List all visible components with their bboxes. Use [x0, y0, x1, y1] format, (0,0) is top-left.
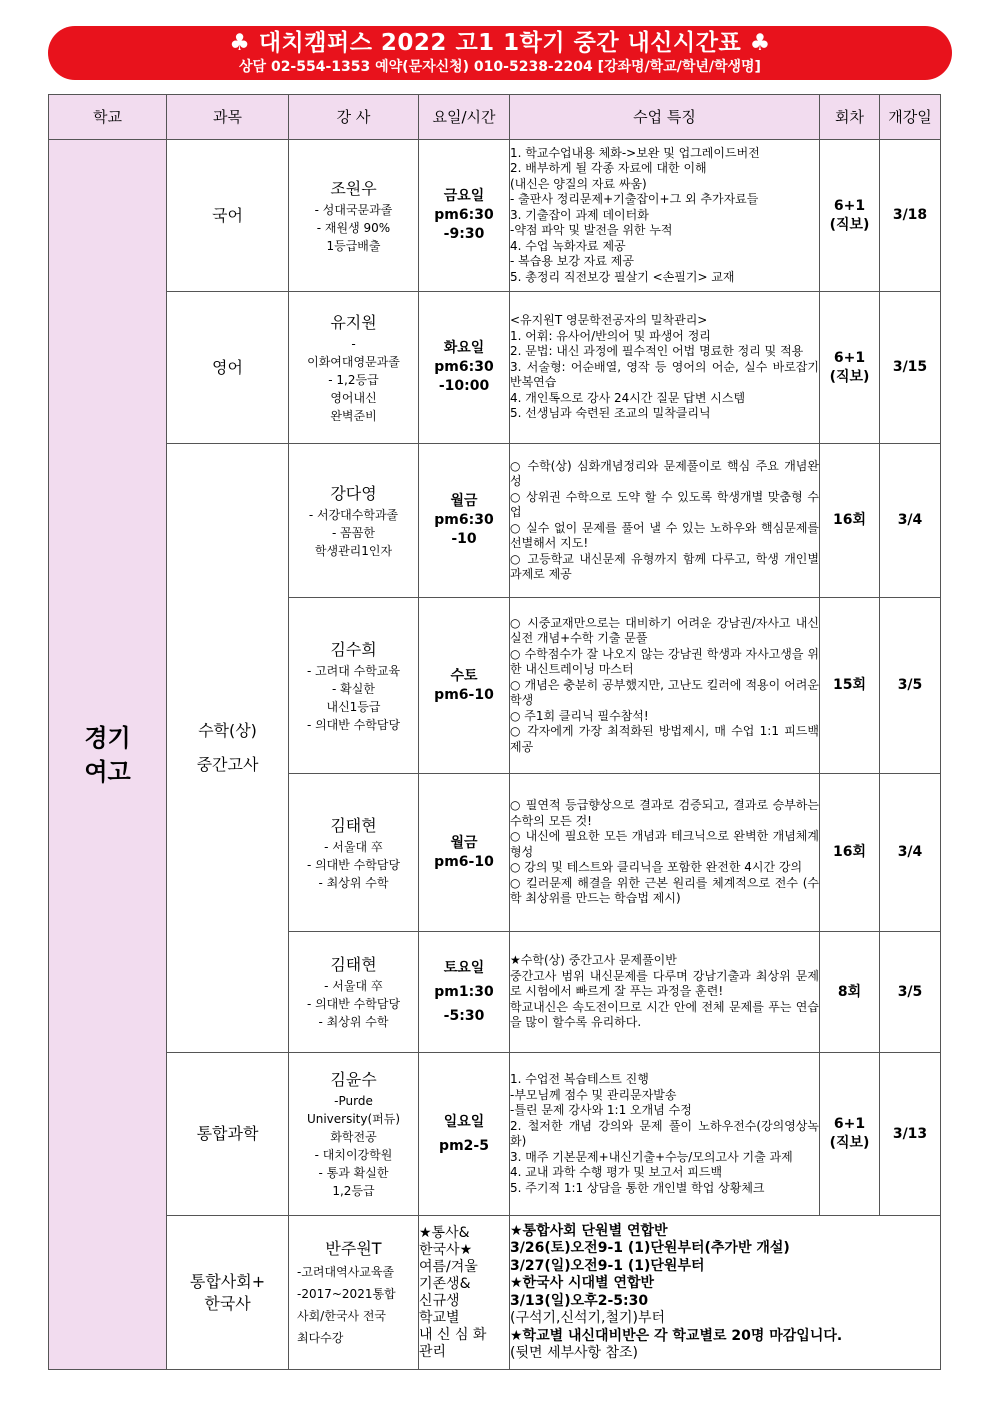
feature-line: ★수학(상) 중간고사 문제풀이반 [510, 953, 677, 968]
teacher-info: 이화여대영문과졸 [307, 354, 400, 369]
time-cell: 화요일 pm6:30 -10:00 [419, 292, 510, 444]
teacher-info: 학생관리1인자 [314, 543, 393, 558]
time-cell: 금요일 pm6:30 -9:30 [419, 140, 510, 292]
open-date-cell: 3/18 [880, 140, 941, 292]
open-date-cell: 3/13 [880, 1053, 941, 1216]
feature-line: 1. 어휘: 유사어/반의어 및 파생어 정리 [510, 328, 711, 343]
feature-line: 5. 주기적 1:1 상담을 통한 개인별 학업 상황체크 [510, 1180, 765, 1195]
schedule-table [48, 94, 941, 1370]
subject-cell: 국어 [167, 140, 289, 292]
time-cell: ★통사& 한국사★ 여름/겨울 기존생& 신규생 학교별 내 신 심 화 관리 [419, 1216, 510, 1370]
feature-line: 3. 매주 기본문제+내신기출+수능/모의고사 기출 과제 [510, 1149, 793, 1164]
features-cell [510, 1053, 820, 1216]
feature-line: 2. 문법: 내신 과정에 필수적인 어법 명료한 정리 및 적용 [510, 344, 804, 359]
sessions-cell: 6+1 (직보) [820, 292, 880, 444]
teacher-info: - 대치이강학원 [314, 1148, 393, 1162]
teacher-info: - 1,2등급 [328, 372, 379, 387]
feature-line: 3/26(토)오전9-1 (1)단원부터(추가반 개설) [510, 1240, 790, 1256]
features-cell [510, 774, 820, 932]
teacher-cell [289, 292, 419, 444]
teacher-info: 영어내신 [330, 390, 377, 405]
open-date-cell: 3/4 [880, 444, 941, 598]
features-cell [510, 932, 820, 1053]
teacher-info: 내신1등급 [326, 699, 381, 714]
teacher-info: 1,2등급 [332, 1184, 375, 1198]
feature-line: ○ 고등학교 내신문제 유형까지 함께 다루고, 학생 개인별 과제로 제공 [510, 551, 819, 581]
teacher-info: 1등급배출 [326, 238, 381, 253]
teacher-name: 조원우 [330, 178, 377, 198]
feature-line: ★통합사회 단원별 연합반 [510, 1222, 668, 1239]
feature-line: ○ 수학(상) 심화개념정리와 문제풀이로 핵심 주요 개념완성 [510, 458, 819, 488]
teacher-info: 완벽준비 [330, 408, 377, 423]
feature-line: ○ 킬러문제 해결을 위한 근본 원리를 체계적으로 전수 (수학 최상위를 만드는 학습법 제시) [510, 875, 819, 906]
feature-line: 3/27(일)오전9-1 (1)단원부터 [510, 1257, 705, 1274]
sessions-cell: 16회 [820, 444, 880, 598]
teacher-info: 화학전공 [330, 1130, 377, 1144]
teacher-info: - 의대반 수학담당 [306, 997, 401, 1011]
feature-line: 3. 기출잡이 과제 데이터화 [510, 207, 649, 222]
teacher-info: 사회/한국사 전국 [297, 1308, 387, 1323]
page-title: ♣ 대치캠퍼스 2022 고1 1학기 중간 내신시간표 ♣ [229, 30, 771, 56]
feature-line: ○ 주1회 클리닉 필수참석! [510, 708, 649, 723]
feature-line: 중간고사 범위 내신문제를 다루며 강남기출과 최상위 문제로 시험에서 빠르게 잘 푸는 과정을 훈련! [510, 968, 819, 999]
table-row [49, 292, 941, 444]
feature-line: 5. 선생님과 숙련된 조교의 밀착클리닉 [510, 406, 711, 421]
feature-line: 3/13(일)오후2-5:30 [510, 1292, 649, 1309]
teacher-info: - 서울대 卒 [324, 839, 383, 854]
teacher-info: - 의대반 수학담당 [306, 857, 401, 872]
feature-line: 1. 학교수업내용 체화->보완 및 업그레이드버전 [510, 145, 760, 160]
feature-line: 4. 개인톡으로 강사 24시간 질문 답변 시스템 [510, 390, 746, 405]
feature-line: 5. 총정리 직전보강 필살기 <손필기> 교재 [510, 269, 735, 284]
teacher-cell [289, 598, 419, 774]
feature-line: 3. 서술형: 어순배열, 영작 등 영어의 어순, 실수 바로잡기 반복연습 [510, 359, 819, 390]
feature-line: 2. 철저한 개념 강의와 문제 풀이 노하우전수(강의영상녹화) [510, 1118, 819, 1148]
feature-line: ○ 강의 및 테스트와 클리닉을 포함한 완전한 4시간 강의 [510, 860, 803, 875]
subject-cell: 통합사회+ 한국사 [167, 1216, 289, 1370]
teacher-cell [289, 932, 419, 1053]
teacher-info: - [351, 336, 356, 351]
feature-line: ○ 필연적 등급향상으로 결과로 검증되고, 결과로 승부하는 수학의 모든 것! [510, 798, 819, 828]
features-cell [510, 444, 820, 598]
feature-line: ★한국사 시대별 연합반 [510, 1275, 655, 1291]
table-row [49, 1216, 941, 1370]
teacher-info: - 서강대수학과졸 [308, 507, 399, 522]
subject-cell: 통합과학 [167, 1053, 289, 1216]
sessions-cell: 8회 [820, 932, 880, 1053]
school-cell: 경기 여고 [49, 140, 167, 1370]
time-cell: 일요일 pm2-5 [419, 1053, 510, 1216]
feature-line: 2. 배부하게 될 각종 자료에 대한 이해 [510, 161, 707, 176]
feature-line: - 복습용 보강 자료 제공 [510, 254, 634, 269]
sessions-cell: 15회 [820, 598, 880, 774]
header-school: 학교 [49, 95, 167, 140]
teacher-info: -고려대역사교육졸 [297, 1264, 395, 1279]
feature-line: -부모님께 점수 및 관리문자발송 [510, 1087, 677, 1102]
sessions-cell: 16회 [820, 774, 880, 932]
teacher-name: 강다영 [330, 483, 377, 503]
header-time: 요일/시간 [419, 95, 510, 140]
teacher-cell [289, 444, 419, 598]
teacher-name: 유지원 [330, 312, 377, 332]
teacher-info: - 최상위 수학 [318, 875, 389, 890]
feature-line: 1. 수업전 복습테스트 진행 [510, 1072, 649, 1086]
feature-line: -약점 파악 및 발전을 위한 누적 [510, 223, 673, 238]
teacher-info: - 의대반 수학담당 [306, 717, 401, 732]
teacher-cell [289, 774, 419, 932]
feature-line: <유지원T 영문학전공자의 밀착관리> [510, 313, 708, 328]
header-row [49, 95, 941, 140]
table-row [49, 444, 941, 598]
feature-line: 4. 교내 과학 수행 평가 및 보고서 피드백 [510, 1165, 723, 1179]
feature-line: ○ 실수 없이 문제를 풀어 낼 수 있는 노하우와 핵심문제를 선별해서 지도! [510, 520, 819, 550]
time-cell: 수토 pm6-10 [419, 598, 510, 774]
teacher-name: 김수희 [330, 639, 377, 659]
time-cell: 월금 pm6-10 [419, 774, 510, 932]
feature-line: ○ 개념은 충분히 공부했지만, 고난도 킬러에 적용이 어려운 학생 [510, 677, 819, 708]
teacher-name: 김태현 [330, 815, 377, 835]
header-sessions: 회차 [820, 95, 880, 140]
features-cell [510, 292, 820, 444]
teacher-info: 최다수강 [297, 1330, 344, 1345]
header-features: 수업 특징 [510, 95, 820, 140]
feature-line: ○ 각자에게 가장 최적화된 방법제시, 매 수업 1:1 피드백 제공 [510, 724, 819, 754]
teacher-cell [289, 140, 419, 292]
teacher-info: - 꼼꼼한 [332, 525, 375, 540]
open-date-cell: 3/5 [880, 598, 941, 774]
header-teacher: 강 사 [289, 95, 419, 140]
feature-line: ★학교별 내신대비반은 각 학교별로 20명 마감입니다. [510, 1327, 843, 1344]
table-row [49, 140, 941, 292]
time-cell: 월금 pm6:30 -10 [419, 444, 510, 598]
feature-line: ○ 내신에 필요한 모든 개념과 테크닉으로 완벽한 개념체계 형성 [510, 829, 819, 859]
feature-line: ○ 시중교재만으로는 대비하기 어려운 강남권/자사고 내신실전 개념+수학 기출 문풀 [510, 615, 819, 646]
teacher-info: - 최상위 수학 [318, 1015, 389, 1029]
feature-line: -틀린 문제 강사와 1:1 오개념 수정 [510, 1103, 692, 1117]
feature-line: 4. 수업 녹화자료 제공 [510, 238, 626, 253]
open-date-cell: 3/4 [880, 774, 941, 932]
teacher-info: University(퍼듀) [306, 1112, 401, 1126]
teacher-info: - 확실한 [332, 681, 375, 696]
feature-line: (내신은 양질의 자료 싸움) [510, 176, 647, 191]
feature-line: 학교내신은 속도전이므로 시간 안에 전체 문제를 푸는 연습을 많이 할수록 유리하다. [510, 999, 819, 1030]
open-date-cell: 3/5 [880, 932, 941, 1053]
teacher-info: - 서울대 卒 [324, 979, 383, 993]
sessions-cell: 6+1 (직보) [820, 140, 880, 292]
feature-line: - 출판사 정리문제+기출잡이+그 외 추가자료들 [510, 192, 759, 207]
teacher-cell [289, 1216, 419, 1370]
title-banner [48, 26, 952, 80]
teacher-name: 반주원T [325, 1238, 382, 1258]
header-subject: 과목 [167, 95, 289, 140]
features-cell [510, 140, 820, 292]
subject-cell: 수학(상) 중간고사 [167, 444, 289, 1053]
teacher-info: - 통과 확실한 [318, 1166, 389, 1180]
teacher-info: -Purde [334, 1094, 373, 1108]
subject-cell: 영어 [167, 292, 289, 444]
open-date-cell: 3/15 [880, 292, 941, 444]
header-open-date: 개강일 [880, 95, 941, 140]
features-cell [510, 598, 820, 774]
teacher-info: -2017~2021통합 [297, 1286, 396, 1301]
teacher-info: - 고려대 수학교육 [306, 663, 401, 678]
feature-line: ○ 상위권 수학으로 도약 할 수 있도록 학생개별 맞춤형 수업 [510, 489, 819, 519]
contact-line: 상담 02-554-1353 예약(문자신청) 010-5238-2204 [강좌명/학교/학년/학생명] [239, 59, 761, 75]
features-cell [510, 1216, 941, 1370]
teacher-name: 김윤수 [330, 1070, 377, 1089]
teacher-info: - 재원생 90% [316, 220, 391, 235]
sessions-cell: 6+1 (직보) [820, 1053, 880, 1216]
table-row [49, 1053, 941, 1216]
teacher-info: - 성대국문과졸 [314, 202, 393, 217]
time-cell: 토요일 pm1:30 -5:30 [419, 932, 510, 1053]
feature-line: (구석기,신석기,철기)부터 [510, 1310, 666, 1326]
feature-line: (뒷면 세부사항 참조) [510, 1345, 639, 1361]
teacher-name: 김태현 [330, 955, 377, 974]
feature-line: ○ 수학점수가 잘 나오지 않는 강남권 학생과 자사고생을 위한 내신트레이닝 마스터 [510, 646, 819, 677]
teacher-cell [289, 1053, 419, 1216]
